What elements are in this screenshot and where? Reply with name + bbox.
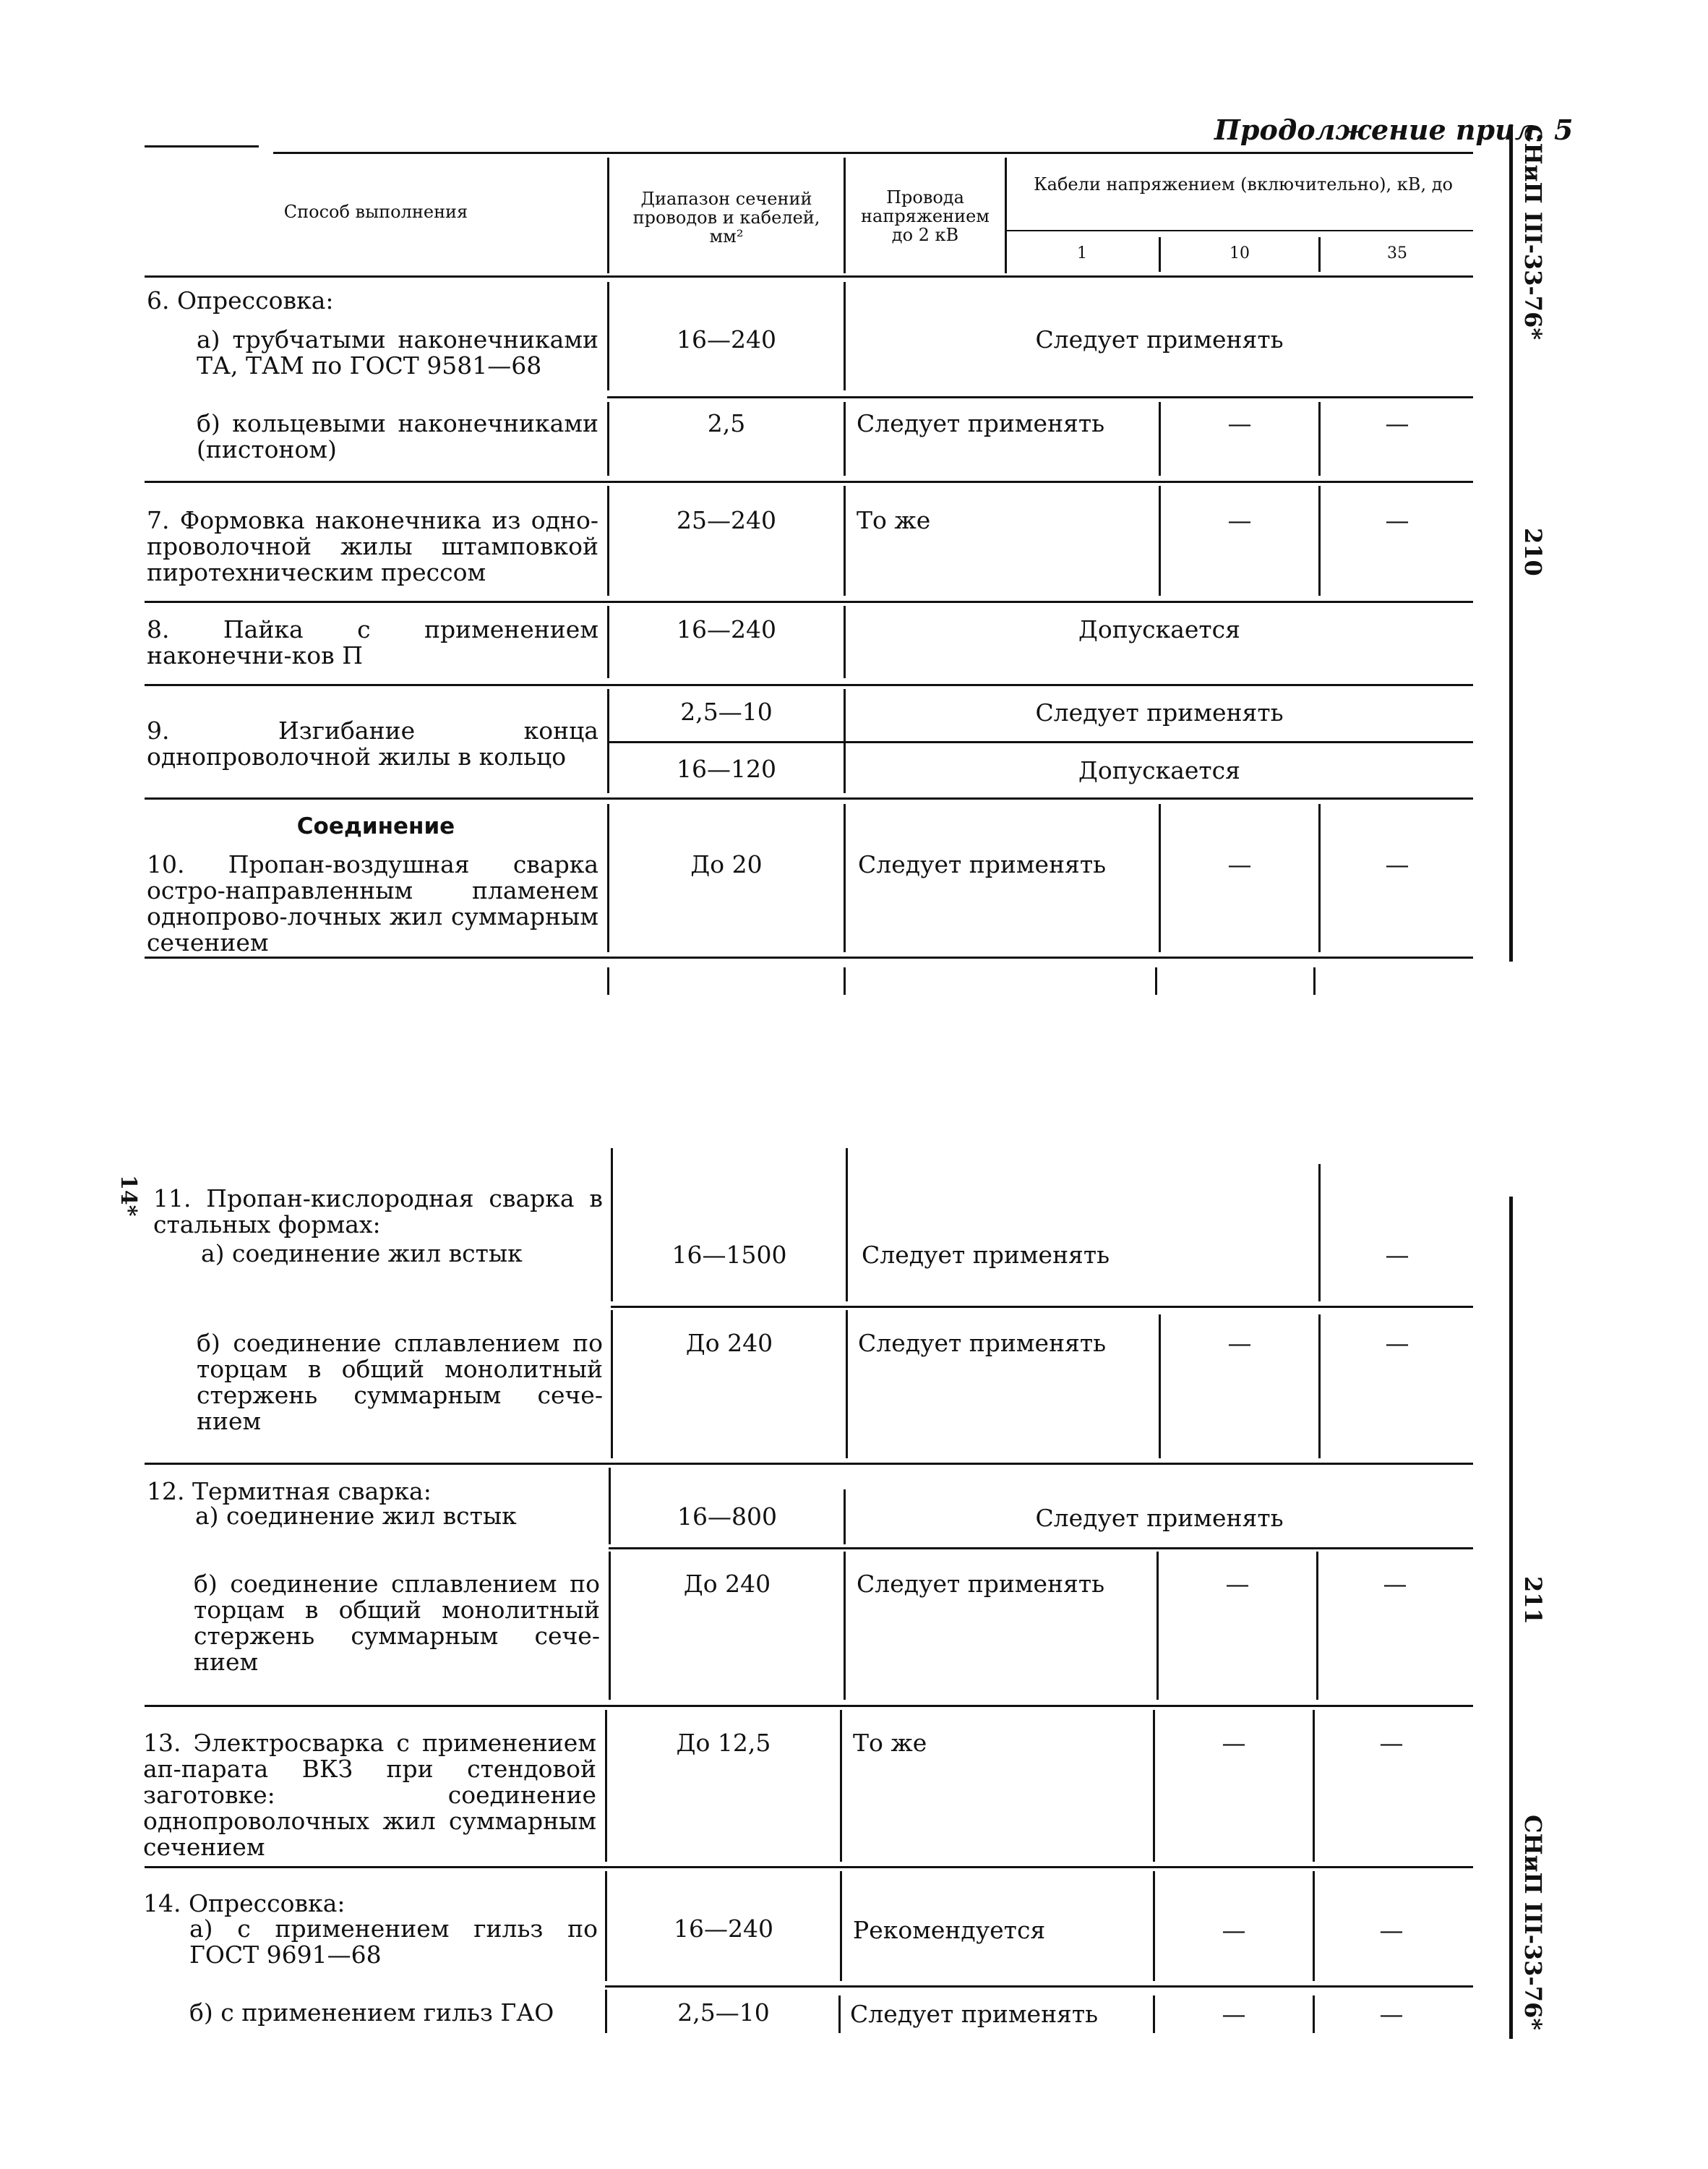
row-6a-value: Следует применять: [1035, 325, 1284, 354]
row-12a-value: Следует применять: [1035, 1504, 1284, 1532]
row-12-title: 12. Термитная сварка:: [147, 1477, 432, 1505]
row-11b-dash-35: —: [1385, 1329, 1409, 1357]
col-line-2: [844, 158, 846, 273]
page-header: Продолжение прил. 5: [1214, 114, 1574, 146]
row-10-text: 10. Пропан-воздушная сварка остро-направленным пламенем однопрово-лочных жил суммарным сечением: [147, 850, 598, 957]
row-14b-dash-35: —: [1379, 2000, 1404, 2028]
row-7-text: 7. Формовка наконечника из одно-проволочной жилы штамповкой пиротехническим прессом: [147, 506, 598, 586]
doc-code-top: СНиП III-33-76*: [1519, 124, 1547, 341]
row-8-range: 16—240: [677, 615, 776, 643]
row-12b-dash-35: —: [1383, 1570, 1407, 1598]
row-rule-7: [145, 601, 1473, 603]
row-8-value: Допускается: [1078, 615, 1240, 643]
row-13-dash-35: —: [1379, 1729, 1404, 1757]
row-11b-dash-10: —: [1227, 1329, 1252, 1357]
row-14b-value: Следует применять: [850, 2000, 1099, 2028]
row-9-range-2: 16—120: [677, 755, 776, 783]
col-wires-left-7: [844, 486, 846, 596]
row-14-title: 14. Опрессовка:: [143, 1889, 346, 1917]
t2-col-wires-left-11b: [846, 1310, 848, 1458]
row-10-range: До 20: [690, 850, 763, 878]
col-35-left-6b: [1318, 402, 1321, 476]
col-35-left-7: [1318, 486, 1321, 596]
cables-sub-rule: [1006, 230, 1473, 231]
row-11a-range: 16—1500: [671, 1241, 787, 1269]
row-11b-range: До 240: [685, 1329, 773, 1357]
row-12a-range: 16—800: [677, 1502, 777, 1531]
table-top-rule-left: [145, 145, 259, 147]
row-13-range: До 12,5: [676, 1729, 771, 1757]
t2-col-35-left-11b: [1318, 1314, 1321, 1458]
row-12b-value: Следует применять: [857, 1570, 1105, 1598]
row-13-text: 13. Электросварка с применением ап-парата ВКЗ при стендовой заготовке: соединение однопроволочных жил суммарным сечением: [143, 1729, 596, 1861]
page-number-top: 210: [1519, 528, 1547, 576]
col-wires-left-10: [844, 804, 846, 952]
header-cables: Кабели напряжением (включительно), кВ, до: [1034, 174, 1453, 194]
header-bottom-rule: [145, 275, 1473, 278]
row-11-text: 11. Пропан-кислородная сварка в стальных формах:: [153, 1184, 603, 1238]
row-14b-dash-10: —: [1222, 2000, 1246, 2028]
col-wires-left-6b: [844, 402, 846, 476]
row-12b-text: б) соединение сплавлением по торцам в общий монолитный стержень суммарным сече-нием: [194, 1570, 600, 1676]
t2-col-35-left-14b: [1313, 1995, 1315, 2033]
table-top-rule: [273, 152, 1473, 154]
t2-col-35-left-13: [1313, 1710, 1315, 1862]
t2-col-wires-left-14a: [840, 1871, 842, 1981]
t2-col-35-left-11: [1318, 1164, 1321, 1301]
side-rule-bottom: [1509, 1197, 1513, 2039]
row-7-dash-35: —: [1385, 506, 1409, 534]
row-6b-range: 2,5: [707, 409, 746, 437]
t2-rule-11a: [611, 1306, 1473, 1308]
header-wires: Провода напряжением до 2 кВ: [861, 187, 990, 245]
row-10-dash-35: —: [1385, 850, 1409, 878]
row-14b-range: 2,5—10: [677, 1998, 770, 2027]
row-14a-text: а) с применением гильз по ГОСТ 9691—68: [189, 1915, 598, 1969]
row-rule-8: [145, 684, 1473, 686]
header-method: Способ выполнения: [283, 202, 468, 222]
row-6a-text: а) трубчатыми наконечниками ТА, ТАМ по ГОСТ 9581—68: [197, 325, 598, 380]
t2-rule-12a: [609, 1547, 1473, 1549]
header-v10: 10: [1229, 244, 1250, 262]
t2-col-wires-left-13: [840, 1710, 842, 1862]
row-11a-dash-35: —: [1385, 1241, 1409, 1269]
row-rule-9a: [607, 741, 1473, 743]
col-35-left-10: [1318, 804, 1321, 952]
row-12b-range: До 240: [683, 1570, 771, 1598]
col-range-left-7: [607, 486, 609, 596]
t2-col-range-left-11: [611, 1148, 613, 1301]
t2-rule-14a: [605, 1985, 1473, 1988]
row-14a-dash-35: —: [1379, 1916, 1404, 1944]
row-14b-text: б) с применением гильз ГАО: [189, 1998, 554, 2027]
stub-1: [607, 967, 609, 995]
row-11a-text: а) соединение жил встык: [201, 1239, 523, 1267]
row-12b-dash-10: —: [1225, 1570, 1250, 1598]
row-7-dash-10: —: [1227, 506, 1252, 534]
stub-2: [844, 967, 846, 995]
row-rule-6b: [145, 481, 1473, 483]
side-rule-top: [1509, 124, 1513, 962]
t2-col-wires-left-12b: [844, 1552, 846, 1700]
col-range-left-10: [607, 804, 609, 952]
col-10-left-10: [1159, 804, 1161, 952]
t2-col-wires-left-11: [846, 1148, 848, 1301]
stub-3: [1155, 967, 1157, 995]
row-rule-6a: [607, 396, 1473, 398]
t2-col-35-left-12b: [1316, 1552, 1318, 1700]
header-v1: 1: [1077, 244, 1087, 262]
row-14a-value: Рекомендуется: [853, 1916, 1046, 1944]
row-9-text: 9. Изгибание конца однопроволочной жилы в кольцо: [147, 716, 598, 771]
col-line-1: [607, 158, 609, 273]
row-12a-text: а) соединение жил встык: [195, 1502, 517, 1530]
row-9-value-1: Следует применять: [1035, 698, 1284, 727]
row-6a-range: 16—240: [677, 325, 776, 354]
row-9-value-2: Допускается: [1078, 756, 1240, 784]
row-13-dash-10: —: [1222, 1729, 1246, 1757]
row-11a-value: Следует применять: [862, 1241, 1110, 1269]
row-9-range-1: 2,5—10: [680, 698, 773, 726]
row-14a-dash-10: —: [1222, 1916, 1246, 1944]
table1-bottom-rule: [145, 957, 1473, 959]
row-6b-value: Следует применять: [857, 409, 1105, 437]
row-7-value: То же: [857, 506, 931, 534]
row-10-dash-10: —: [1227, 850, 1252, 878]
doc-code-bottom: СНиП III-33-76*: [1519, 1815, 1547, 2031]
row-6b-text: б) кольцевыми наконечниками (пистоном): [197, 409, 598, 463]
col-line-5: [1318, 237, 1321, 272]
row-10-value: Следует применять: [858, 850, 1107, 878]
header-range: Диапазон сечений проводов и кабелей, мм²: [632, 189, 820, 247]
row-8-text: 8. Пайка с применением наконечни-ков П: [147, 615, 598, 669]
sheet-mark: 14*: [116, 1175, 141, 1217]
row-6b-dash-10: —: [1227, 409, 1252, 437]
t2-rule-13: [145, 1866, 1473, 1868]
row-11b-value: Следует применять: [858, 1329, 1107, 1357]
t2-rule-12: [145, 1705, 1473, 1707]
page-number-bottom: 211: [1519, 1576, 1547, 1625]
row-11b-text: б) соединение сплавлением по торцам в общий монолитный стержень суммарным сече-нием: [197, 1329, 603, 1435]
row-6-title: 6. Опрессовка:: [147, 286, 334, 315]
row-7-range: 25—240: [677, 506, 776, 534]
t2-col-35-left-14a: [1313, 1871, 1315, 1981]
col-10-left-7: [1159, 486, 1161, 596]
section-title: Соединение: [296, 813, 455, 839]
row-13-value: То же: [853, 1729, 927, 1757]
header-v35: 35: [1387, 244, 1407, 262]
row-6b-dash-35: —: [1385, 409, 1409, 437]
stub-4: [1313, 967, 1316, 995]
t2-rule-11: [145, 1463, 1473, 1465]
row-rule-9: [145, 797, 1473, 800]
row-14a-range: 16—240: [674, 1915, 773, 1943]
